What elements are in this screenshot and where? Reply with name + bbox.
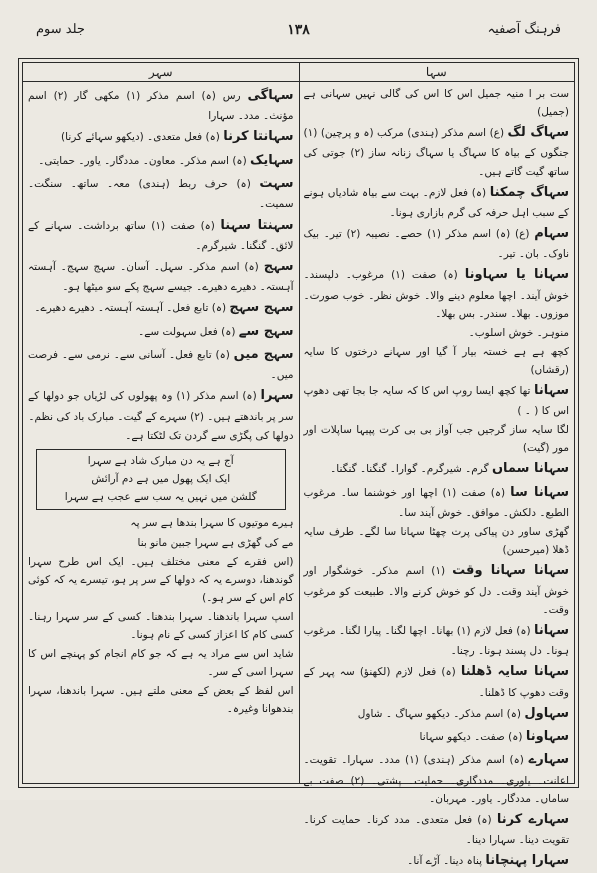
page-frame bbox=[18, 58, 579, 869]
entry-headword: سہاگی bbox=[247, 88, 294, 103]
left-column-heading: سہر bbox=[23, 63, 299, 82]
entry-headword: سہانا bbox=[533, 382, 569, 398]
entry-headword: سہانا سہانا وقت bbox=[452, 563, 570, 579]
book-title: فرہنگ آصفیہ bbox=[487, 22, 561, 37]
dictionary-entry bbox=[304, 85, 570, 121]
entry-definition: ہیرے موتیوں کا سہرا بندھا ہے سر پہ bbox=[130, 517, 294, 530]
entry-definition: (ہ) اسم مذکر (۱) وہ پھولوں کی لڑیاں جو دولھا کے سر پر باندھتے ہیں۔ (۲) سہرے کے گیت۔ مبارک باد کی نظم۔ bbox=[28, 390, 294, 423]
entry-definition: (ہ) فعل لازم (۱) بھانا۔ اچھا لگنا۔ پیارا لگنا۔ مرغوب ہونا۔ دل پسند ہونا۔ رچنا۔ bbox=[303, 624, 569, 658]
dictionary-entry bbox=[304, 182, 570, 222]
page-header bbox=[28, 10, 569, 50]
entry-headword: سہاونا bbox=[525, 728, 569, 744]
entry-headword: سہارا پہنچانا bbox=[485, 853, 569, 869]
entry-headword: سہارے کرنا bbox=[496, 811, 569, 827]
entry-headword: سہانا سایہ ڈھلنا bbox=[460, 664, 569, 680]
entry-headword: سہام bbox=[534, 225, 570, 241]
entry-definition: (ہ) فعل لازم (لکھنؤ) سہ پہر کے وقت دھوپ کا ڈھلنا۔ bbox=[303, 666, 569, 699]
dictionary-entry bbox=[28, 173, 294, 213]
entry-definition: لگا سایہ ساز گرجیں جب آواز بی بی کرت پپیہا ساپلات اور مور (گیت) bbox=[303, 424, 569, 455]
dictionary-entry bbox=[304, 850, 570, 872]
entry-headword: سہایک bbox=[250, 152, 294, 168]
dictionary-entry bbox=[28, 344, 294, 384]
dictionary-entry bbox=[28, 645, 294, 681]
entry-definition: اسپ سہرا باندھنا۔ سہرا بندھنا۔ کسی کے سر سہرا رہنا۔ کسی کام کا اعزاز کسی کے نام ہونا۔ bbox=[28, 610, 294, 641]
verse-line: ایک ایک پھول میں ہے دم آرائش bbox=[91, 472, 231, 485]
entry-headword: سہج bbox=[263, 258, 294, 274]
page-frame-inner bbox=[22, 62, 575, 869]
verse-line: آج ہے یہ دن مبارک شاد ہے سہرا bbox=[87, 454, 234, 467]
dictionary-entry bbox=[28, 126, 294, 148]
verse-line: گلشن میں نہیں یہ سب سے عجب ہے سہرا bbox=[64, 490, 257, 503]
entry-definition: ست بر ا منیہ جمیل اس کا اس کی گالی نہیں سہانی ہے (جمیل) bbox=[303, 88, 569, 119]
entry-definition: (ہ) اسم مذکر (ہندی) (۱) مدد۔ سہارا۔ تقویت۔ اعانت۔ یاوری۔ مددگاری۔ حمایت۔ پشتی۔ (۲) صفت بے ساماں۔ مددگار۔ یاور۔ مہربان۔ bbox=[303, 754, 569, 805]
dictionary-entry bbox=[28, 553, 294, 607]
entry-definition: (ہ) فعل متعدی۔ (دیکھو سہائے کرنا) bbox=[61, 131, 220, 144]
dictionary-entry bbox=[304, 560, 570, 618]
left-column bbox=[28, 85, 294, 777]
entry-definition: (ہ) اسم مذکر۔ معاون۔ مددگار۔ یاور۔ حمایتی۔ bbox=[38, 154, 247, 167]
entry-definition: (ہ) فعل لازم۔ بہت سے بیاہ شادیاں ہونے کے سبب اہل حرفہ کی گرم بازاری ہونا۔ bbox=[303, 186, 569, 219]
dictionary-entry bbox=[304, 264, 570, 322]
dictionary-entry bbox=[304, 324, 570, 342]
entry-headword: سہانا سماں bbox=[491, 461, 569, 477]
entry-definition: (ہ) صفت (۱) مرغوب۔ دلپسند۔ خوش آیند۔ اچھا معلوم دینے والا۔ خوش نظر۔ خوب صورت۔ موزوں۔ بھلا۔ سندر۔ بس بھلا۔ bbox=[303, 269, 569, 320]
dictionary-entry bbox=[304, 482, 570, 522]
entry-definition: دولھا کی پگڑی سے گردن تک لٹکتا ہے۔ bbox=[125, 429, 294, 442]
dictionary-entry bbox=[304, 343, 570, 379]
dictionary-entry bbox=[304, 726, 570, 748]
dictionary-entry bbox=[304, 703, 570, 725]
entry-definition: (ع) اسم مذکر (ہندی) مرکب (ہ و پرچین) (۱) جنگوں کے بیاہ کا سہاگ یا سہاگ زنانہ ساز (۲) جوتی کی ساتھ گیت گاتے ہیں۔ bbox=[303, 127, 569, 178]
dictionary-entry bbox=[304, 749, 570, 807]
entry-definition: مے کی گھڑی ہے سہرا جبین مانو بنا bbox=[137, 536, 294, 549]
dictionary-entry bbox=[28, 427, 294, 445]
entry-definition: (ہ) حرف ربط (ہندی) معہ۔ ساتھ۔ سنگت۔ سمیت۔ bbox=[28, 178, 294, 211]
entry-headword: سہارے bbox=[528, 752, 570, 768]
entry-definition: (۱) اسم مذکر۔ خوشگوار اور خوش آیند وقت۔ دل کو خوش کرنے والا۔ طبیعت کو مرغوب وقت۔ bbox=[303, 565, 569, 616]
page-number: ۱۳۸ bbox=[287, 22, 310, 38]
entry-definition: (ہ) صفت (۱) اچھا اور خوشنما سا۔ مرغوب الطبع۔ دلکش۔ موافق۔ خوش آیند سا۔ bbox=[303, 486, 569, 520]
entry-headword: سہاگ لگ bbox=[507, 125, 569, 141]
dictionary-entry bbox=[28, 150, 294, 172]
entry-definition: گرم۔ شیرگرم۔ گوارا۔ گنگنا۔ گنگنا۔ bbox=[330, 463, 489, 476]
dictionary-entry bbox=[28, 256, 294, 296]
entry-definition: منوہر۔ خوش اسلوب۔ bbox=[468, 326, 569, 339]
dictionary-entry bbox=[304, 380, 570, 420]
column-divider bbox=[299, 63, 300, 783]
dictionary-entry bbox=[28, 534, 294, 552]
entry-headword: سہانا سا bbox=[510, 484, 569, 500]
dictionary-entry bbox=[28, 514, 294, 532]
entry-definition: (ہ) صفت۔ دیکھو سہانا bbox=[419, 730, 523, 743]
entry-definition: (ہ) تابع فعل۔ آہستہ آہستہ۔ دھیرے دھیرے۔ bbox=[34, 302, 227, 315]
entry-headword: سہانا bbox=[533, 622, 569, 638]
entry-definition: رس (ہ) اسم مذکر (۱) مکھی گار (۲) اسم مؤنث۔ مدد۔ سہارا bbox=[28, 90, 294, 123]
dictionary-entry bbox=[28, 297, 294, 319]
right-column bbox=[303, 85, 570, 869]
entry-definition: (ہ) فعل متعدی۔ مدد کرنا۔ حمایت کرنا۔ تقویت دینا۔ سہارا دینا۔ bbox=[303, 813, 569, 847]
dictionary-entry bbox=[304, 122, 570, 180]
entry-definition: پناہ دینا۔ آڑے آنا۔ bbox=[407, 855, 483, 868]
dictionary-entry bbox=[304, 620, 570, 660]
entry-definition: (اس فقرے کے معنی مختلف ہیں۔ ایک اس طرح سہرا گوندھنا، دوسرے یہ کہ دولھا کے سر پر ہو، تیسرے یہ کہ کوئی کام اس کے سر ہو۔) bbox=[28, 555, 294, 604]
entry-headword: سہاگ چمکنا bbox=[489, 184, 569, 200]
entry-headword: سہاول bbox=[524, 705, 569, 721]
dictionary-entry bbox=[28, 385, 294, 425]
entry-definition: (ہ) صفت (۱) ساتھ برداشت۔ سہانے کے لائق۔ گنگنا۔ شیرگرم۔ bbox=[28, 219, 294, 252]
entry-headword: سہج میں bbox=[233, 347, 294, 363]
entry-definition: گھڑی ساور دن پیاکی پرت چھٹا سہانا سا لگے۔ طرف سایہ ڈھلا (میرحسن) bbox=[303, 526, 569, 557]
dictionary-entry bbox=[28, 85, 294, 125]
entry-definition: کچھ ہے ہے خستہ بیار آ گیا اور سہانے درختوں کا سایہ (رقشاں) bbox=[303, 345, 569, 376]
dictionary-entry bbox=[28, 321, 294, 343]
entry-headword: سہت bbox=[259, 176, 294, 192]
dictionary-entry bbox=[304, 809, 570, 849]
dictionary-entry bbox=[304, 421, 570, 457]
dictionary-entry bbox=[304, 523, 570, 559]
entry-headword: سہج سہج bbox=[229, 300, 294, 316]
entry-headword: سہانتا کرنا bbox=[223, 129, 294, 145]
volume-label: جلد سوم bbox=[36, 22, 85, 37]
dictionary-entry bbox=[28, 215, 294, 255]
entry-definition: (ہ) اسم مذکر۔ دیکھو سہاگ ۔ شاول bbox=[357, 707, 521, 720]
entry-headword: سہنتا سہنا bbox=[220, 217, 294, 233]
right-column-heading: سہا bbox=[299, 63, 575, 82]
entry-definition: شاید اس سے مراد یہ ہے کہ جو کام انجام کو پہنچے اس کا سہرا اسی کے سر۔ bbox=[28, 647, 294, 678]
verse-block bbox=[36, 449, 286, 511]
dictionary-entry bbox=[28, 682, 294, 718]
entry-headword: سہرا bbox=[260, 388, 294, 404]
entry-headword: سہانا یا سہاونا bbox=[464, 267, 569, 283]
entry-definition: اس لفظ کے بعض کے معنی ملتے ہیں۔ سہرا باندھنا، سہرا بندھوانا وغیرہ۔ bbox=[28, 684, 294, 715]
dictionary-entry bbox=[304, 661, 570, 701]
entry-definition: (ہ) فعل سہولت سے۔ bbox=[138, 325, 236, 338]
entry-headword: سہج سے bbox=[238, 323, 294, 339]
dictionary-entry bbox=[304, 223, 570, 263]
entry-definition: (ہ) تابع فعل۔ آسانی سے۔ نرمی سے۔ فرصت میں۔ bbox=[28, 349, 294, 382]
entry-definition: تھا کچھ ایسا روپ اس کا کہ سایہ جا بجا تھی دھوپ اس کا ( ۔ ) bbox=[303, 384, 569, 418]
dictionary-entry bbox=[28, 608, 294, 644]
entry-definition: (ع) (ہ) اسم مذکر (۱) حصے۔ نصیبہ (۲) تیر۔ بیک ناوک۔ بان۔ تیر۔ bbox=[303, 227, 569, 261]
dictionary-entry bbox=[304, 458, 570, 480]
entry-definition: (ہ) اسم مذکر۔ سہل۔ آسان۔ سہج سہج۔ آہستہ آہستہ۔ دھیرے دھیرے۔ جیسے سہج پکے سو میٹھا ہو۔ bbox=[28, 260, 294, 294]
